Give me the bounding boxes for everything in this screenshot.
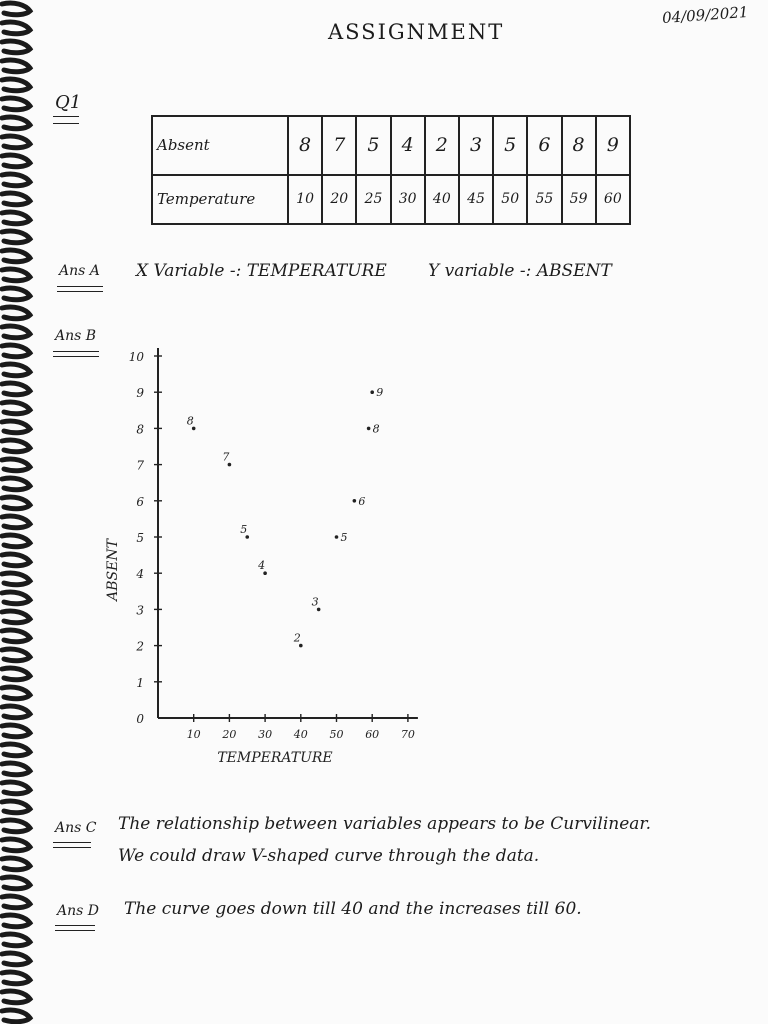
table-cell: 10 — [288, 175, 322, 224]
ans-d-underline — [55, 925, 95, 931]
data-point-label: 4 — [258, 559, 266, 573]
x-tick-label: 60 — [365, 728, 380, 741]
spiral-ring — [2, 364, 30, 376]
y-tick-label: 7 — [136, 458, 144, 473]
spiral-ring — [2, 744, 30, 756]
y-tick-label: 8 — [136, 422, 144, 437]
spiral-ring — [2, 250, 30, 262]
table-cell: 4 — [391, 116, 425, 175]
spiral-ring — [2, 668, 30, 680]
table-cell: 6 — [527, 116, 561, 175]
table-cell: 5 — [356, 116, 390, 175]
row-label-temperature: Temperature — [152, 175, 288, 224]
table-cell: 40 — [425, 175, 459, 224]
y-tick-label: 9 — [136, 386, 144, 401]
spiral-ring — [2, 896, 30, 908]
spiral-ring — [2, 440, 30, 452]
spiral-ring — [2, 820, 30, 832]
table-cell: 9 — [596, 116, 630, 175]
y-tick-label: 4 — [136, 567, 144, 582]
spiral-ring — [2, 516, 30, 528]
spiral-ring — [2, 402, 30, 414]
data-point-label: 5 — [340, 531, 348, 544]
spiral-ring — [2, 174, 30, 186]
row-label-absent: Absent — [152, 116, 288, 175]
spiral-ring — [2, 117, 30, 129]
question-underline — [53, 116, 79, 124]
y-tick-label: 2 — [136, 639, 144, 654]
data-point — [335, 535, 339, 539]
ans-d-text: The curve goes down till 40 and the increases till 60. — [124, 899, 582, 919]
x-tick-label: 10 — [186, 728, 201, 741]
spiral-ring — [2, 459, 30, 471]
data-point-label: 9 — [376, 386, 384, 400]
y-tick-label: 5 — [136, 531, 144, 545]
spiral-ring — [2, 60, 30, 72]
spiral-ring — [2, 136, 30, 148]
data-point — [353, 499, 357, 503]
spiral-ring — [2, 934, 30, 946]
ans-c-label: Ans C — [55, 820, 97, 836]
y-tick-label: 0 — [136, 712, 144, 726]
spiral-ring — [2, 858, 30, 870]
spiral-ring — [2, 478, 30, 490]
x-tick-label: 50 — [329, 728, 344, 741]
ans-a-label: Ans A — [59, 263, 100, 279]
spiral-ring — [2, 155, 30, 167]
spiral-ring — [2, 801, 30, 813]
page-title: ASSIGNMENT — [328, 20, 505, 44]
spiral-ring — [2, 345, 30, 357]
table-cell: 25 — [356, 175, 390, 224]
spiral-ring — [2, 972, 30, 984]
data-point-label: 8 — [186, 414, 194, 428]
table-cell: 7 — [322, 116, 356, 175]
ans-a-y-variable: Y variable -: ABSENT — [428, 261, 612, 281]
spiral-ring — [2, 497, 30, 509]
data-point-label: 2 — [293, 631, 301, 645]
ans-b-label: Ans B — [55, 328, 97, 344]
x-axis-label: TEMPERATURE — [217, 750, 333, 766]
ans-c-underline — [53, 842, 91, 848]
spiral-ring — [2, 193, 30, 205]
table-cell: 5 — [493, 116, 527, 175]
spiral-ring — [2, 877, 30, 889]
spiral-ring — [2, 725, 30, 737]
table-cell: 50 — [493, 175, 527, 224]
spiral-ring — [2, 535, 30, 547]
x-tick-label: 30 — [258, 728, 273, 741]
spiral-ring — [2, 554, 30, 566]
x-tick-label: 70 — [400, 728, 415, 741]
data-point-label: 7 — [222, 450, 230, 464]
table-cell: 8 — [562, 116, 596, 175]
table-cell: 2 — [425, 116, 459, 175]
spiral-ring — [2, 611, 30, 623]
x-tick-label: 40 — [293, 728, 308, 741]
spiral-ring — [2, 1010, 30, 1022]
data-point — [370, 390, 374, 394]
ans-a-x-variable: X Variable -: TEMPERATURE — [136, 261, 387, 281]
table-cell: 45 — [459, 175, 493, 224]
spiral-ring — [2, 326, 30, 338]
data-point-label: 6 — [358, 494, 366, 508]
spiral-ring — [2, 421, 30, 433]
spiral-ring — [2, 212, 30, 224]
table-cell: 55 — [527, 175, 561, 224]
data-point-label: 3 — [311, 595, 319, 609]
data-table — [151, 115, 631, 225]
spiral-ring — [2, 98, 30, 110]
y-tick-label: 1 — [136, 675, 144, 690]
spiral-ring — [2, 630, 30, 642]
spiral-ring — [2, 307, 30, 319]
spiral-ring — [2, 79, 30, 91]
spiral-ring — [2, 649, 30, 661]
spiral-ring — [2, 3, 30, 15]
ans-b-underline — [53, 351, 99, 357]
spiral-ring — [2, 953, 30, 965]
scatter-chart — [95, 330, 425, 770]
table-cell: 60 — [596, 175, 630, 224]
table-cell: 8 — [288, 116, 322, 175]
spiral-ring — [2, 782, 30, 794]
data-point-label: 5 — [240, 523, 248, 536]
ans-a-underline — [57, 286, 103, 292]
spiral-ring — [2, 592, 30, 604]
date-text: 04/09/2021 — [661, 3, 749, 27]
spiral-ring — [2, 383, 30, 395]
spiral-ring — [2, 839, 30, 851]
spiral-ring — [2, 22, 30, 34]
table-cell: 30 — [391, 175, 425, 224]
spiral-ring — [2, 41, 30, 53]
y-tick-label: 10 — [128, 350, 144, 364]
ans-c-line-2: We could draw V-shaped curve through the data. — [118, 846, 540, 866]
ans-c-line-1: The relationship between variables appears to be Curvilinear. — [118, 814, 652, 834]
spiral-ring — [2, 706, 30, 718]
table-row-absent — [152, 116, 630, 175]
spiral-binding — [0, 0, 40, 1024]
spiral-ring — [2, 991, 30, 1003]
table-cell: 3 — [459, 116, 493, 175]
data-point — [367, 427, 371, 431]
x-tick-label: 20 — [222, 728, 237, 741]
spiral-ring — [2, 269, 30, 281]
y-tick-label: 6 — [136, 494, 144, 509]
spiral-ring — [2, 915, 30, 927]
spiral-ring — [2, 231, 30, 243]
table-cell: 59 — [562, 175, 596, 224]
table-row-temperature — [152, 175, 630, 224]
question-label: Q1 — [55, 92, 82, 113]
spiral-ring — [2, 763, 30, 775]
spiral-ring — [2, 687, 30, 699]
y-tick-label: 3 — [136, 603, 144, 618]
ans-d-label: Ans D — [57, 903, 99, 919]
y-axis-label: ABSENT — [105, 539, 121, 601]
spiral-ring — [2, 288, 30, 300]
spiral-ring — [2, 573, 30, 585]
table-cell: 20 — [322, 175, 356, 224]
data-point-label: 8 — [372, 422, 380, 436]
